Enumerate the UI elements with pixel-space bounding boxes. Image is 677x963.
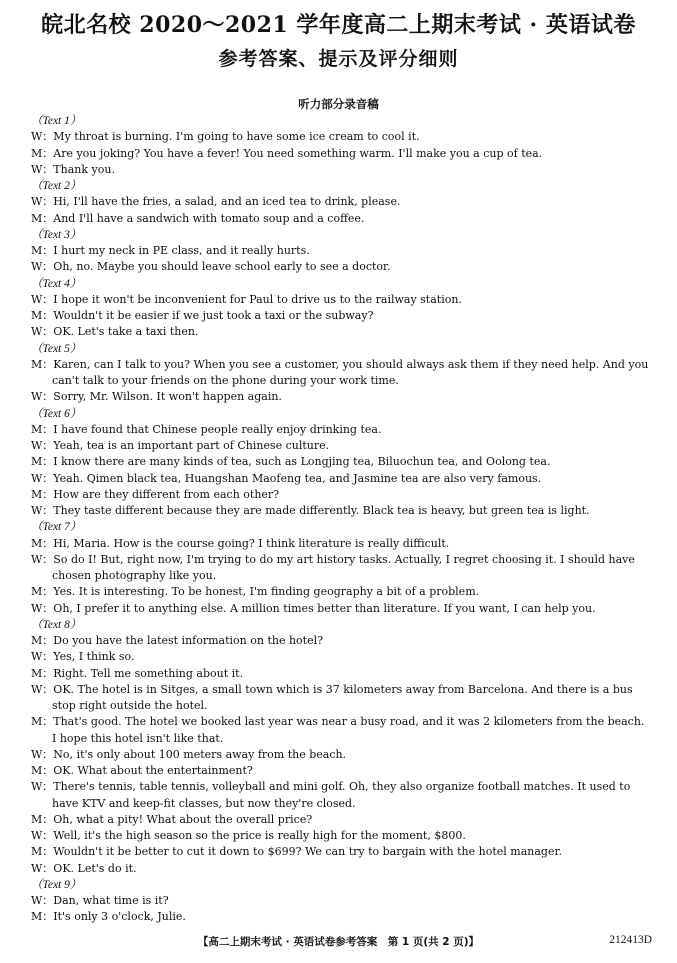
dialogue-line: W：OK. The hotel is in Sitges, a small town which is 37 kilometers away from Barcelona. And there is a bus (31, 682, 633, 696)
dialogue-line: M：Wouldn't it be easier if we just took a taxi or the subway? (31, 309, 374, 322)
dialogue-line: W：Oh, no. Maybe you should leave school early to see a doctor. (31, 260, 391, 274)
transcript-body (31, 113, 653, 926)
dialogue-line: M：It's only 3 o'clock, Julie. (31, 910, 186, 924)
exam-title: 皖北名校 2020～2021 学年度高二上期末考试 · 英语试卷 (41, 12, 636, 38)
dialogue-line: M：Oh, what a pity! What about the overall price? (31, 812, 313, 826)
dialogue-line: W：Sorry, Mr. Wilson. It won't happen again. (31, 390, 282, 404)
dialogue-line: M：Hi, Maria. How is the course going? I think literature is really difficult. (31, 536, 450, 550)
dialogue-line-continuation: can't talk to your friends on the phone during your work time. (52, 374, 399, 387)
dialogue-line: W：Yes, I think so. (31, 650, 135, 664)
dialogue-line-continuation: stop right outside the hotel. (52, 699, 208, 712)
footer-page-info: 【高二上期末考试 · 英语试卷参考答案 第 1 页(共 2 页)】 (197, 936, 480, 948)
dialogue-line: W：No, it's only about 100 meters away from the beach. (31, 747, 347, 761)
dialogue-line: W：Hi, I'll have the fries, a salad, and an iced tea to drink, please. (31, 195, 401, 209)
dialogue-line: M：I hurt my neck in PE class, and it really hurts. (31, 244, 310, 257)
section-title: 听力部分录音稿 (298, 97, 379, 111)
dialogue-line: W：Dan, what time is it? (31, 894, 169, 907)
dialogue-line: M：OK. What about the entertainment? (31, 764, 253, 777)
text-label: （Text 6） (31, 407, 82, 420)
text-label: （Text 5） (31, 342, 82, 355)
dialogue-line: M：Karen, can I talk to you? When you see a customer, you should always ask them if they need help. And you (31, 357, 649, 371)
dialogue-line: M：I have found that Chinese people really enjoy drinking tea. (31, 422, 382, 436)
dialogue-line: W：My throat is burning. I'm going to have some ice cream to cool it. (31, 130, 420, 144)
dialogue-line-continuation: have KTV and keep-fit classes, but now they're closed. (52, 796, 356, 810)
dialogue-line: M：Yes. It is interesting. To be honest, I'm finding geography a bit of a problem. (31, 585, 480, 599)
exam-subtitle: 参考答案、提示及评分细则 (218, 48, 459, 70)
dialogue-line: M：How are they different from each other? (31, 487, 280, 501)
dialogue-line: M：That's good. The hotel we booked last year was near a busy road, and it was 2 kilometers from the beach. (31, 715, 645, 729)
dialogue-line: M：I know there are many kinds of tea, such as Longjing tea, Biluochun tea, and Oolong tea. (31, 455, 551, 469)
dialogue-line: M：And I'll have a sandwich with tomato soup and a coffee. (31, 211, 365, 225)
footer-code: 212413D (609, 934, 652, 946)
dialogue-line: W：Oh, I prefer it to anything else. A million times better than literature. If you want, I can help you. (31, 601, 596, 615)
text-label: （Text 2） (31, 180, 82, 192)
page-footer (0, 934, 677, 950)
text-label: （Text 7） (31, 521, 82, 534)
text-label: （Text 8） (31, 618, 82, 631)
text-label: （Text 4） (31, 277, 82, 290)
text-label: （Text 3） (31, 228, 82, 241)
text-label: （Text 9） (31, 878, 82, 891)
dialogue-line-continuation: chosen photography like you. (52, 569, 217, 582)
dialogue-line: W：OK. Let's do it. (31, 861, 137, 875)
dialogue-line: W：Well, it's the high season so the price is really high for the moment, $800. (31, 829, 466, 842)
dialogue-line-continuation: I hope this hotel isn't like that. (52, 731, 224, 745)
text-label: （Text 1） (31, 115, 82, 127)
dialogue-line: W：So do I! But, right now, I'm trying to do my art history tasks. Actually, I regret choosing it. I should have (31, 552, 635, 566)
dialogue-line: M：Wouldn't it be better to cut it down to $699? We can try to bargain with the hotel manager. (31, 845, 563, 859)
dialogue-line: W：OK. Let's take a taxi then. (31, 325, 199, 339)
dialogue-line: W：Yeah. Qimen black tea, Huangshan Maofeng tea, and Jasmine tea are also very famous. (31, 471, 542, 485)
dialogue-line: M：Right. Tell me something about it. (31, 666, 244, 680)
dialogue-line: W：There's tennis, table tennis, volleyball and mini golf. Oh, they also organize football matches. It used to (31, 780, 631, 794)
dialogue-line: W：Thank you. (31, 162, 115, 176)
dialogue-line: W：I hope it won't be inconvenient for Paul to drive us to the railway station. (31, 292, 462, 306)
dialogue-line: M：Are you joking? You have a fever! You need something warm. I'll make you a cup of tea. (31, 146, 543, 160)
dialogue-line: W：Yeah, tea is an important part of Chinese culture. (31, 439, 330, 452)
dialogue-line: W：They taste different because they are made differently. Black tea is heavy, but green tea is light. (31, 504, 590, 517)
dialogue-line: M：Do you have the latest information on the hotel? (31, 634, 324, 647)
